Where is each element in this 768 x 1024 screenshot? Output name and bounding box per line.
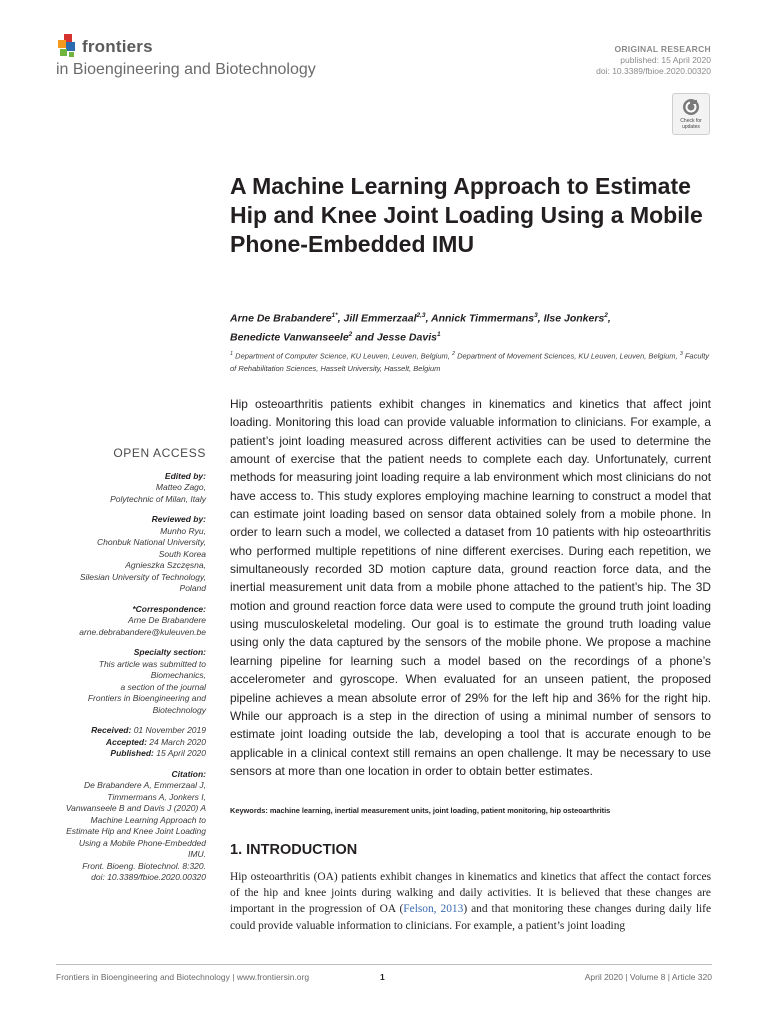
author-name[interactable]: Jesse Davis — [376, 331, 437, 343]
footer-journal[interactable]: Frontiers in Bioengineering and Biotechnology | www.frontiersin.org — [56, 972, 310, 982]
article-info-sidebar — [40, 448, 206, 893]
sidebar-line: Chonbuk National University, — [97, 537, 206, 547]
author-affiliation-marker: 1 — [436, 330, 441, 338]
sidebar-line: Agnieszka Szczęsna, — [125, 560, 206, 570]
affiliation-text: Department of Movement Sciences, KU Leuven, Leuven, Belgium, — [455, 351, 680, 361]
sidebar-line: Polytechnic of Milan, Italy — [110, 493, 206, 504]
sidebar-line: Poland — [179, 583, 206, 593]
doi-link[interactable]: doi: 10.3389/fbioe.2020.00320 — [596, 66, 711, 76]
sidebar-line: a section of the journal — [120, 681, 206, 692]
check-for-updates-button[interactable] — [672, 93, 710, 135]
introduction-paragraph: Hip osteoarthritis (OA) patients exhibit changes in kinematics and kinetics that affect the contact forces of the hip and knee joints during walking and daily activities. It is believed that these changes are important in the progression of OA (Felson, 2013) and that monitoring these changes during daily life could provide valuable information to clinicians. For example, a patient’s joint loading — [230, 871, 712, 932]
footer-issue: April 2020 | Volume 8 | Article 320 — [584, 972, 712, 982]
affiliation-marker: 3 — [679, 351, 683, 357]
sidebar-line: Silesian University of Technology, — [79, 571, 206, 582]
sidebar-line: South Korea — [158, 548, 206, 559]
sidebar-line: Frontiers in Bioengineering and — [87, 693, 206, 703]
edited-by-block: Edited by: Matteo Zago, Polytechnic of Milan, Italy — [40, 471, 206, 506]
badge-label: Check for updates — [680, 118, 702, 130]
article-title: A Machine Learning Approach to Estimate Hip and Knee Joint Loading Using a Mobile Phone-Embedded IMU — [230, 173, 703, 257]
author-affiliation-marker: 2 — [348, 330, 353, 338]
author-name[interactable]: Jill Emmerzaal — [343, 312, 417, 325]
dates-block: Received: 01 November 2019 Accepted: 24 March 2020 Published: 15 April 2020 — [91, 725, 206, 758]
sidebar-line: Front. Bioeng. Biotechnol. 8:320. — [82, 860, 206, 871]
published-date: published: 15 April 2020 — [620, 55, 711, 65]
logo-wordmark: frontiers — [82, 37, 153, 56]
author-affiliation-marker: 1* — [331, 312, 338, 319]
keywords: Keywords: machine learning, inertial measurement units, joint loading, patient monitoring, hip osteoarthritis — [230, 806, 611, 815]
sidebar-line: Vanwanseele B and Davis J (2020) A — [65, 803, 206, 813]
page-number: 1 — [380, 972, 385, 982]
journal-logo[interactable] — [56, 30, 396, 86]
sidebar-line: Estimate Hip and Knee Joint Loading — [66, 826, 206, 836]
article-meta — [451, 44, 711, 76]
author-list: Arne De Brabandere$^{1*}$, Jill Emmerzaal$^{2,3}$, Annick Timmermans$^3$, Ilse Jonkers$^2$, Benedicte Vanwanseele$^2$ and Jesse Davis$^1$ — [230, 312, 611, 343]
affiliations — [230, 348, 712, 375]
citation-link[interactable]: Felson, 2013 — [403, 903, 464, 916]
affiliation-text: Faculty of Rehabilitation Sciences, Hasselt University, Hasselt, Belgium — [230, 351, 710, 373]
author-name[interactable]: Arne De Brabandere — [230, 312, 332, 325]
check-updates-icon — [682, 98, 700, 116]
sidebar-line: Matteo Zago, — [155, 482, 206, 492]
sidebar-line: IMU. — [188, 849, 206, 859]
reviewed-by-block: Reviewed by: Munho Ryu, Chonbuk National University, South Korea Agnieszka Szczęsna, Silesian University of Technology, Poland — [40, 514, 206, 595]
journal-name: in Bioengineering and Biotechnology — [56, 61, 316, 78]
author-affiliation-marker: 2,3 — [416, 312, 426, 319]
affiliation-marker: 2 — [451, 351, 455, 357]
abstract: Hip osteoarthritis patients exhibit changes in kinematics and kinetics that affect joint loading. Monitoring this load can provide valuable information to clinicians. For example, a patient’s joint loading measured across different activities can be used to determine the amount of exercise that the patient needs to complete each day. Unfortunately, current methods for measuring joint loading require a lab environment which most clinicians do not have access to. This study explores employing machine learning to construct a model that can estimate joint loading based on sensor data obtained solely from a mobile phone. In order to learn such a model, we collected a dataset from 10 patients with hip osteoarthritis who performed multiple repetitions of nine different exercises. During each repetition, we simultaneously recorded 3D motion capture data, ground reaction force data, and the inertial measurement unit data from a mobile phone attached to the patient’s hip. The 3D motion and ground reaction force data were used to compute the ground truth joint loading using musculoskeletal modeling. Our goal is to estimate the ground truth loading value using only the data captured by the sensors of the mobile phone. We propose a machine learning pipeline for learning such a model based on the recordings of a phone’s accelerometer and gyroscope. When evaluated for an unseen patient, the proposed pipeline achieves a mean absolute error of 29% for the left hip and 36% for the right hip. While our approach is a step in the direction of using a minimal number of sensors to estimate joint loading outside the lab, developing a tool that is accurate enough to be applicable in a clinical context still remains an open challenge. It may be necessary to use sensors at more than one location in order to obtain better estimates. — [230, 397, 711, 778]
author-affiliation-marker: 3 — [534, 312, 538, 319]
footer-divider — [56, 964, 712, 965]
sidebar-line: Biotechnology — [152, 704, 206, 715]
correspondence-block: *Correspondence: Arne De Brabandere arne.debrabandere@kuleuven.be — [40, 604, 206, 639]
author-affiliation-marker: 2 — [604, 312, 608, 319]
sidebar-line: Timmermans A, Jonkers I, — [107, 791, 206, 802]
frontiers-logo-icon — [56, 34, 80, 60]
sidebar-line: Machine Learning Approach to — [90, 814, 206, 825]
sidebar-line: De Brabandere A, Emmerzaal J, — [83, 780, 206, 790]
sidebar-line: arne.debrabandere@kuleuven.be — [79, 626, 206, 637]
sidebar-line: Biomechanics, — [150, 670, 206, 680]
sidebar-line: Arne De Brabandere — [128, 615, 206, 625]
citation-block: Citation: De Brabandere A, Emmerzaal J, Timmermans A, Jonkers I, Vanwanseele B and Davis J (2020) A Machine Learning Approach to Estimate Hip and Knee Joint Loading Using a Mobile Phone-Embedded IMU. Front. Bioeng. Biotechnol. 8:320. doi: 10.3389/fbioe.2020.00320 — [40, 769, 206, 884]
sidebar-line: Using a Mobile Phone-Embedded — [78, 837, 206, 848]
author-name[interactable]: Annick Timmermans — [431, 312, 535, 325]
author-name[interactable]: Benedicte Vanwanseele — [230, 331, 349, 343]
affiliation-text: Department of Computer Science, KU Leuven, Leuven, Belgium, — [233, 351, 452, 361]
sidebar-line: doi: 10.3389/fbioe.2020.00320 — [91, 872, 206, 882]
author-name[interactable]: Ilse Jonkers — [543, 312, 605, 325]
section-heading-introduction: 1. INTRODUCTION — [230, 842, 358, 858]
specialty-section-block: Specialty section: This article was submitted to Biomechanics, a section of the journal Frontiers in Bioengineering and Biotechnology — [40, 647, 206, 716]
article-type: ORIGINAL RESEARCH — [614, 44, 711, 54]
sidebar-line: This article was submitted to — [98, 658, 206, 669]
affiliation-marker: 1 — [230, 351, 234, 357]
open-access-label: OPEN ACCESS — [113, 446, 206, 460]
sidebar-line: Munho Ryu, — [160, 525, 206, 536]
